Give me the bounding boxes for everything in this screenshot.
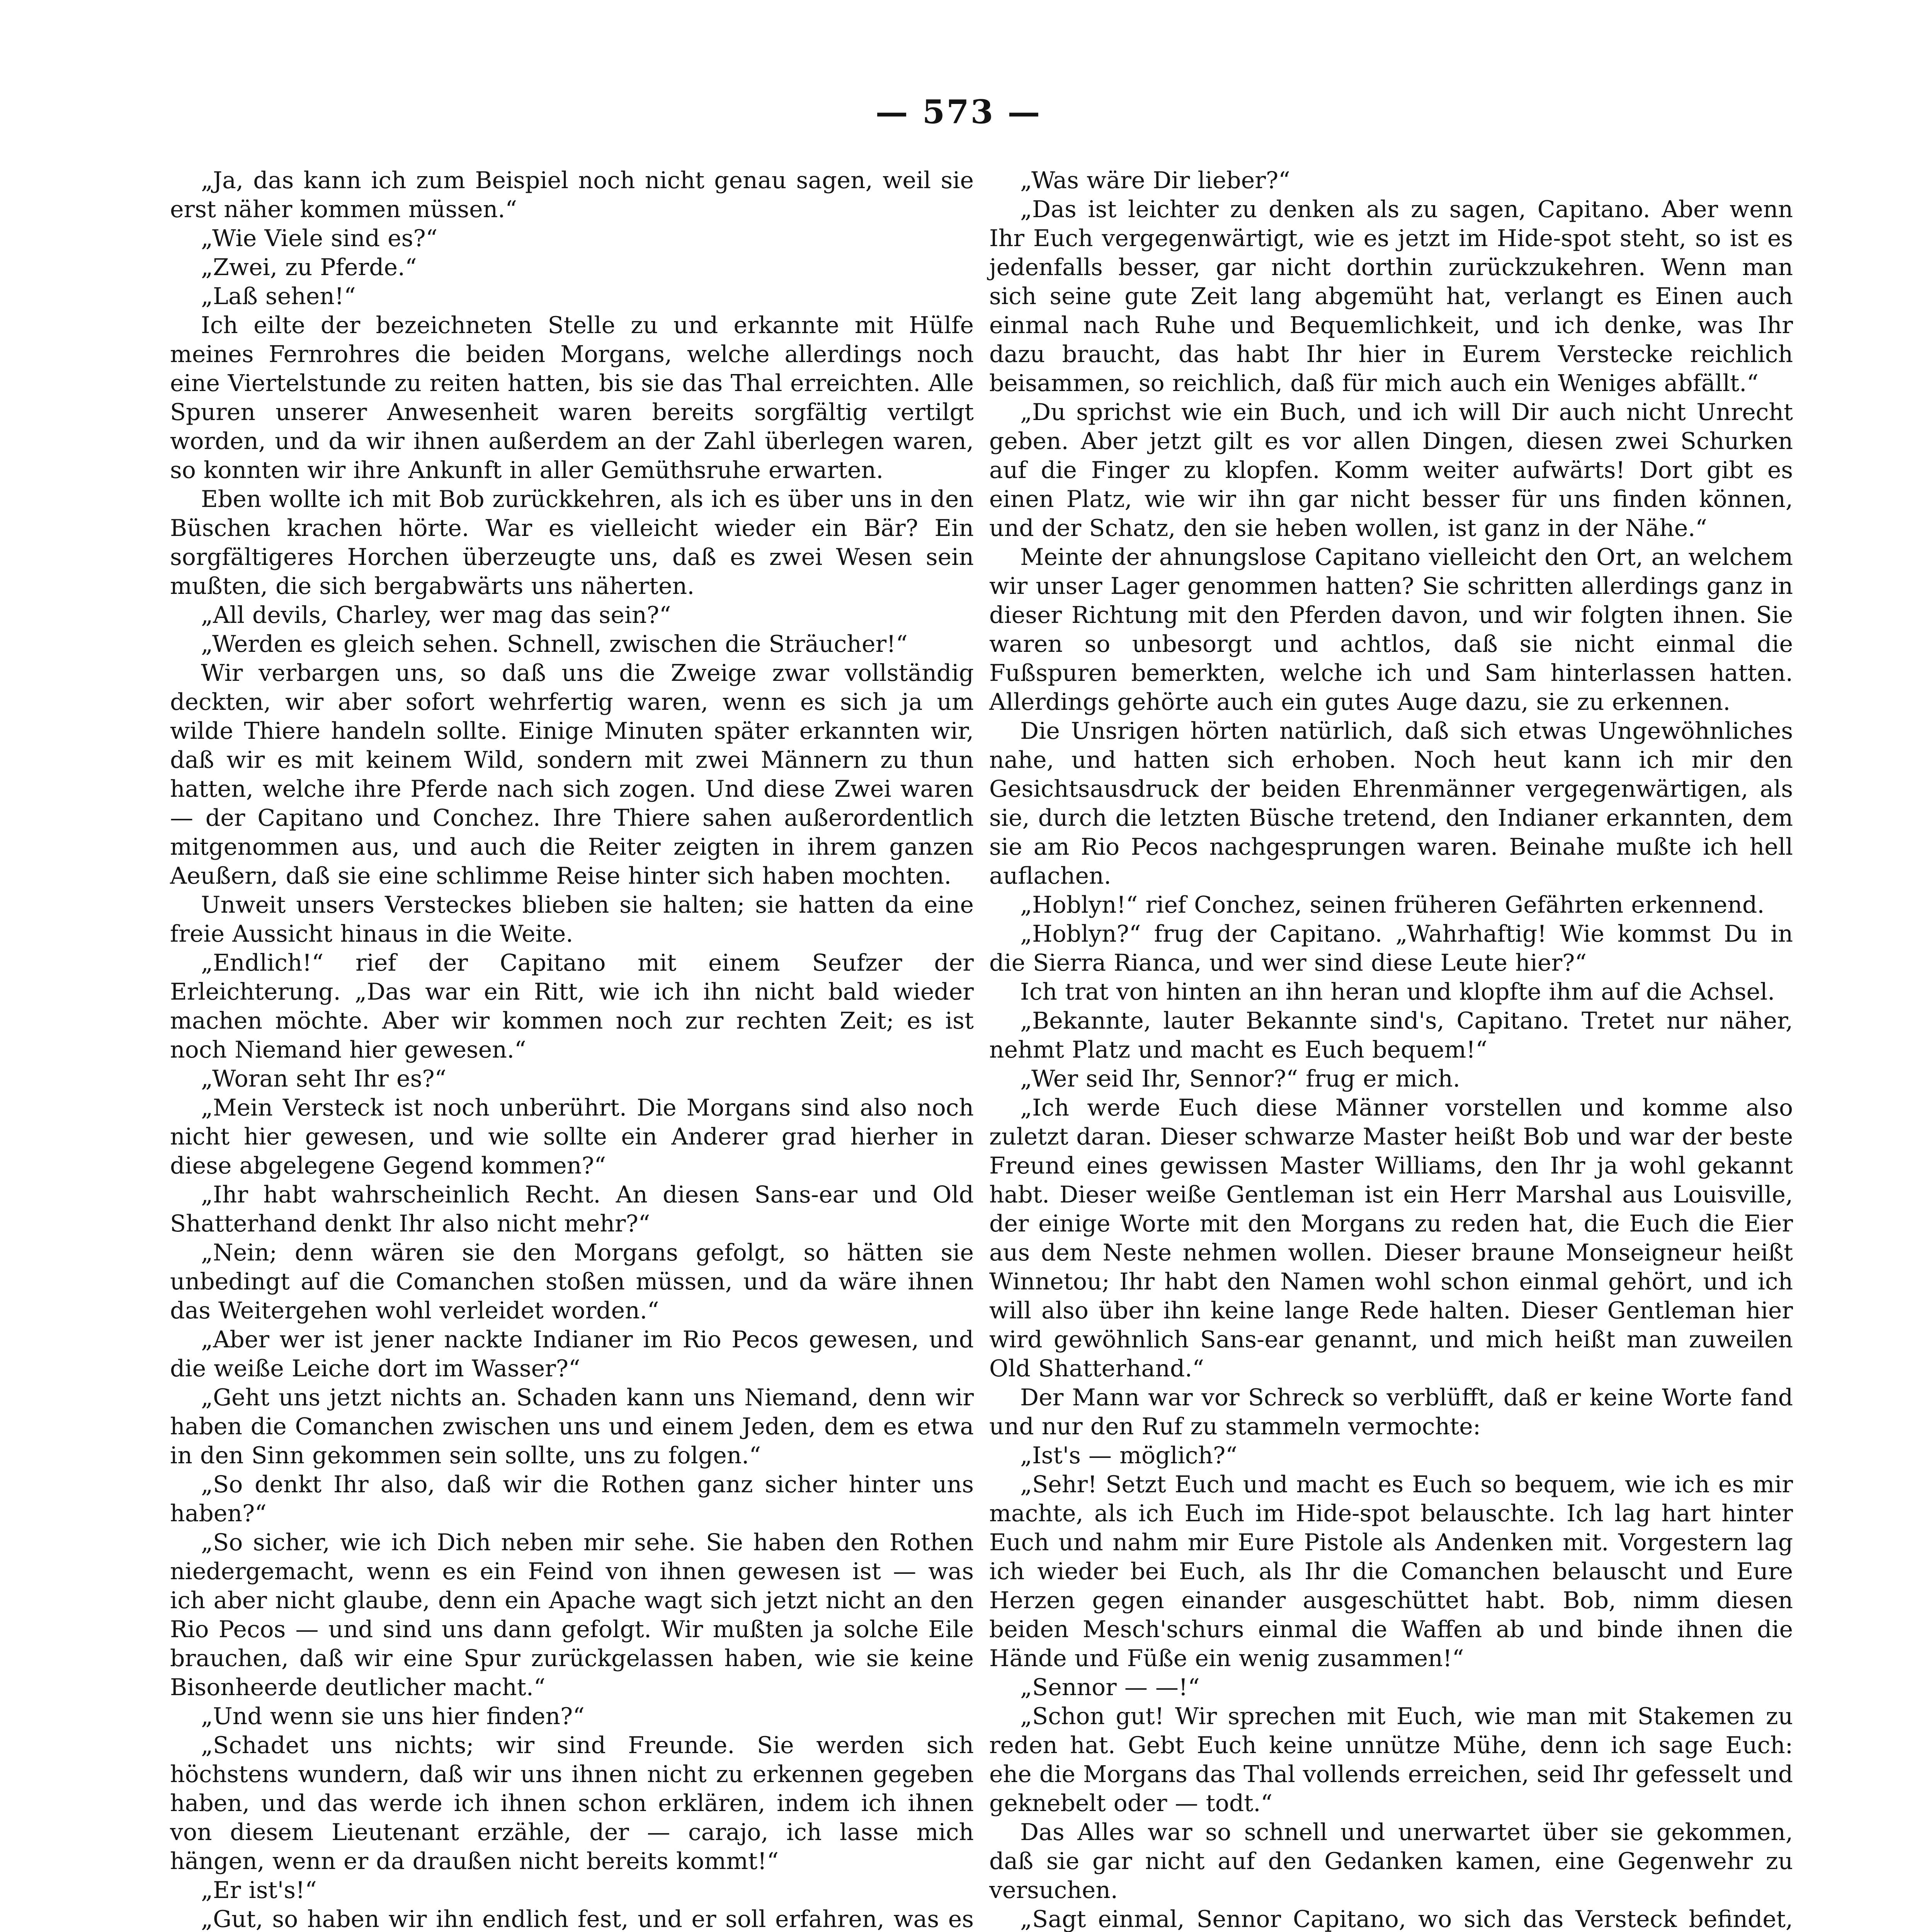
paragraph: „Mein Versteck ist noch unberührt. Die Morgans sind also noch nicht hier gewesen, und wie sollte ein Anderer grad hierher in diese abgelegene Gegend kommen?“ [170,1094,974,1179]
paragraph: „Schadet uns nichts; wir sind Freunde. Sie werden sich höchstens wundern, daß wir uns ihnen nicht zu erkennen gegeben haben, und das werde ich ihnen schon erklären, indem ich ihnen von diesem Lieutenant erzähle, der — carajo, ich lasse mich hängen, wenn er da draußen nicht bereits kommt!“ [170,1732,974,1875]
paragraph: „Schon gut! Wir sprechen mit Euch, wie man mit Stakemen zu reden hat. Gebt Euch keine unnütze Mühe, denn ich sage Euch: ehe die Morgans das Thal vollends erreichen, seid Ihr gefesselt und geknebelt oder — todt.“ [989,1703,1793,1817]
paragraph: Unweit unsers Versteckes blieben sie halten; sie hatten da eine freie Aussicht hinaus in die Weite. [170,891,974,947]
paragraph: „Ist's — möglich?“ [1020,1442,1238,1469]
paragraph: „Gut, so haben wir ihn endlich fest, und er soll erfahren, was es [201,1906,974,1932]
paragraph: Ich eilte der bezeichneten Stelle zu und erkannte mit Hülfe meines Fernrohres die beiden Morgans, welche allerdings noch eine Viertelstunde zu reiten hatten, bis sie das Thal erreichten. Alle Spuren unserer Anwesenheit waren bereits sorgfältig vertilgt worden, und da wir ihnen außerdem an der Zahl überlegen waren, so konnten wir ihre Ankunft in aller Gemüthsruhe erwarten. [170,312,974,484]
left-text-column [170,166,974,1932]
paragraph: Meinte der ahnungslose Capitano vielleicht den Ort, an welchem wir unser Lager genommen hatten? Sie schritten allerdings ganz in dieser Richtung mit den Pferden davon, und wir folgten ihnen. Sie waren so unbesorgt und achtlos, daß sie nicht einmal die Fußspuren bemerkten, welche ich und Sam hinterlassen hatten. Allerdings gehörte auch ein gutes Auge dazu, sie zu erkennen. [989,544,1793,716]
paragraph: Die Unsrigen hörten natürlich, daß sich etwas Ungewöhnliches nahe, und hatten sich erhoben. Noch heut kann ich mir den Gesichtsausdruck der beiden Ehrenmänner vergegenwärtigen, als sie, durch die letzten Büsche tretend, den Indianer erkannten, dem sie am Rio Pecos nachgesprungen waren. Beinahe mußte ich hell auflachen. [989,718,1793,889]
paragraph: „Woran seht Ihr es?“ [201,1065,447,1092]
paragraph: „Sennor — —!“ [1020,1674,1200,1701]
paragraph: „So denkt Ihr also, daß wir die Rothen ganz sicher hinter uns haben?“ [170,1471,974,1527]
paragraph: „Wer seid Ihr, Sennor?“ frug er mich. [1020,1065,1460,1092]
paragraph: „Hoblyn!“ rief Conchez, seinen früheren Gefährten erkennend. [1020,891,1765,918]
paragraph: „Zwei, zu Pferde.“ [201,254,417,281]
paragraph: Eben wollte ich mit Bob zurückkehren, als ich es über uns in den Büschen krachen hörte. War es vielleicht wieder ein Bär? Ein sorgfältigeres Horchen überzeugte uns, daß es zwei Wesen sein mußten, die sich bergabwärts uns näherten. [170,486,974,600]
paragraph: „Ich werde Euch diese Männer vorstellen und komme also zuletzt daran. Dieser schwarze Master heißt Bob und war der beste Freund eines gewissen Master Williams, den Ihr ja wohl gekannt habt. Dieser weiße Gentleman ist ein Herr Marshal aus Louisville, der einige Worte mit den Morgans zu reden hat, die Euch die Eier aus dem Neste nehmen wollen. Dieser braune Monseigneur heißt Winnetou; Ihr habt den Namen wohl schon einmal gehört, und ich will also über ihn keine lange Rede halten. Dieser Gentleman hier wird gewöhnlich Sans-ear genannt, und mich heißt man zuweilen Old Shatterhand.“ [989,1094,1793,1382]
paragraph: „Das ist leichter zu denken als zu sagen, Capitano. Aber wenn Ihr Euch vergegenwärtigt, wie es jetzt im Hide-spot steht, so ist es jedenfalls besser, gar nicht dorthin zurückzukehren. Wenn man sich seine gute Zeit lang abgemüht hat, verlangt es Einen auch einmal nach Ruhe und Bequemlichkeit, und ich denke, was Ihr dazu braucht, das habt Ihr hier in Eurem Verstecke reichlich beisammen, so reichlich, daß für mich auch ein Weniges abfällt.“ [989,196,1793,397]
paragraph: „So sicher, wie ich Dich neben mir sehe. Sie haben den Rothen niedergemacht, wenn es ein Feind von ihnen gewesen ist — was ich aber nicht glaube, denn ein Apache wagt sich jetzt nicht an den Rio Pecos — und sind uns dann gefolgt. Wir mußten ja solche Eile brauchen, daß wir eine Spur zurückgelassen haben, wie sie keine Bisonheerde deutlicher macht.“ [170,1529,974,1701]
paragraph: „Hoblyn?“ frug der Capitano. „Wahrhaftig! Wie kommst Du in die Sierra Rianca, und wer sind diese Leute hier?“ [989,920,1793,976]
paragraph: „Ja, das kann ich zum Beispiel noch nicht genau sagen, weil sie erst näher kommen müssen.“ [170,167,974,223]
paragraph: „Aber wer ist jener nackte Indianer im Rio Pecos gewesen, und die weiße Leiche dort im Wasser?“ [170,1326,974,1382]
paragraph: „Ihr habt wahrscheinlich Recht. An diesen Sans-ear und Old Shatterhand denkt Ihr also nicht mehr?“ [170,1181,974,1237]
paragraph: „Wie Viele sind es?“ [201,225,438,252]
paragraph: Der Mann war vor Schreck so verblüfft, daß er keine Worte fand und nur den Ruf zu stammeln vermochte: [989,1384,1793,1440]
page-number: — 573 — [875,93,1042,131]
paragraph: „Und wenn sie uns hier finden?“ [201,1703,585,1730]
paragraph: „Bekannte, lauter Bekannte sind's, Capitano. Tretet nur näher, nehmt Platz und macht es Euch bequem!“ [989,1007,1793,1063]
paragraph: „Sagt einmal, Sennor Capitano, wo sich das Versteck befindet, [1020,1906,1793,1932]
right-text-column [989,166,1793,1932]
paragraph: „Nein; denn wären sie den Morgans gefolgt, so hätten sie unbedingt auf die Comanchen stoßen müssen, und da wäre ihnen das Weitergehen wohl verleidet worden.“ [170,1239,974,1324]
paragraph: „Laß sehen!“ [201,283,356,310]
paragraph: Das Alles war so schnell und unerwartet über sie gekommen, daß sie gar nicht auf den Gedanken kamen, eine Gegenwehr zu versuchen. [989,1819,1793,1904]
paragraph: „All devils, Charley, wer mag das sein?“ [201,602,671,629]
paragraph: Wir verbargen uns, so daß uns die Zweige zwar vollständig deckten, wir aber sofort wehrfertig waren, wenn es sich ja um wilde Thiere handeln sollte. Einige Minuten später erkannten wir, daß wir es mit keinem Wild, sondern mit zwei Männern zu thun hatten, welche ihre Pferde nach sich zogen. Und diese Zwei waren — der Capitano und Conchez. Ihre Thiere sahen außerordentlich mitgenommen aus, und auch die Reiter zeigten in ihrem ganzen Aeußern, daß sie eine schlimme Reise hinter sich haben mochten. [170,660,974,889]
paragraph: „Du sprichst wie ein Buch, und ich will Dir auch nicht Unrecht geben. Aber jetzt gilt es vor allen Dingen, diesen zwei Schurken auf die Finger zu klopfen. Komm weiter aufwärts! Dort gibt es einen Platz, wie wir ihn gar nicht besser für uns finden können, und der Schatz, den sie heben wollen, ist ganz in der Nähe.“ [989,399,1793,542]
paragraph: „Sehr! Setzt Euch und macht es Euch so bequem, wie ich es mir machte, als ich Euch im Hide-spot belauschte. Ich lag hart hinter Euch und nahm mir Eure Pistole als Andenken mit. Vorgestern lag ich wieder bei Euch, als Ihr die Comanchen belauscht und Eure Herzen gegen einander ausgeschüttet habt. Bob, nimm diesen beiden Mesch'schurs einmal die Waffen ab und binde ihnen die Hände und Füße ein wenig zusammen!“ [989,1471,1793,1672]
paragraph: „Endlich!“ rief der Capitano mit einem Seufzer der Erleichterung. „Das war ein Ritt, wie ich ihn nicht bald wieder machen möchte. Aber wir kommen noch zur rechten Zeit; es ist noch Niemand hier gewesen.“ [170,949,974,1063]
paragraph: Ich trat von hinten an ihn heran und klopfte ihm auf die Achsel. [1020,978,1775,1005]
paragraph: „Werden es gleich sehen. Schnell, zwischen die Sträucher!“ [201,631,908,658]
paragraph: „Was wäre Dir lieber?“ [1020,167,1290,194]
paragraph: „Geht uns jetzt nichts an. Schaden kann uns Niemand, denn wir haben die Comanchen zwischen uns und einem Jeden, dem es etwa in den Sinn gekommen sein sollte, uns zu folgen.“ [170,1384,974,1469]
paragraph: „Er ist's!“ [201,1877,317,1904]
